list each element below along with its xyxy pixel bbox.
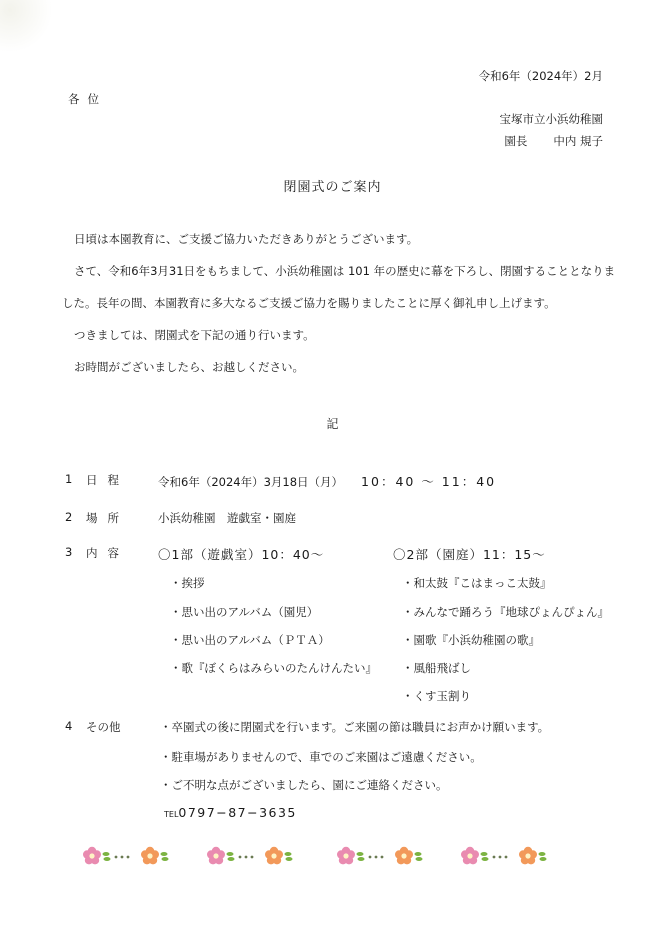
dot-icon — [499, 856, 502, 859]
part-1-item: ・挨拶 — [170, 576, 205, 590]
paper-smudge — [0, 0, 60, 60]
part-1-item: ・歌『ぼくらはみらいのたんけんたい』 — [170, 661, 377, 675]
section-4-number: 4 — [65, 719, 73, 733]
leaf-icon — [358, 857, 365, 861]
issue-date: 令和6年（2024年）2月 — [478, 69, 603, 83]
dot-icon — [375, 856, 378, 859]
leaf-icon — [482, 857, 489, 861]
dot-icon — [245, 856, 248, 859]
section-3-label: 内容 — [86, 546, 129, 560]
section-1-label: 日程 — [86, 473, 129, 487]
flower-icon — [207, 847, 225, 865]
dot-icon — [493, 856, 496, 859]
telephone — [164, 805, 297, 820]
leaf-icon — [415, 852, 422, 856]
leaf-icon — [540, 857, 547, 861]
body-paragraph-1: 日頃は本園教育に、ご支援ご協力いただきありがとうございます。 — [74, 232, 419, 246]
body-paragraph-4: お時間がございましたら、お越しください。 — [74, 360, 304, 374]
flower-icon — [461, 847, 479, 865]
leaf-icon — [416, 857, 423, 861]
part-2-title: 〇2部（園庭）11：15〜 — [393, 547, 546, 562]
principal-title: 園長 — [504, 134, 528, 148]
flower-icon — [265, 847, 283, 865]
event-date: 令和6年（2024年）3月18日（月） — [158, 475, 344, 489]
dot-icon — [251, 856, 254, 859]
part-1-item: ・思い出のアルバム（園児） — [170, 605, 319, 619]
part-1-title: 〇1部（遊戯室）10：40〜 — [158, 547, 325, 562]
part-2-item: ・くす玉割り — [402, 689, 471, 703]
dot-icon — [239, 856, 242, 859]
principal-name: 中内 規子 — [553, 134, 603, 148]
principal-line — [504, 133, 603, 149]
section-3-number: 3 — [65, 545, 73, 559]
tel-label: TEL — [164, 810, 179, 819]
leaf-icon — [161, 852, 168, 856]
part-1-item: ・思い出のアルバム（ＰＴＡ） — [170, 633, 330, 647]
leaf-icon — [481, 852, 488, 856]
section-4-label: その他 — [86, 720, 121, 734]
section-2-number: 2 — [65, 510, 73, 524]
part-2-item: ・園歌『小浜幼稚園の歌』 — [402, 633, 540, 647]
leaf-icon — [104, 857, 111, 861]
event-time: 10：40 〜 11：40 — [361, 474, 497, 489]
leaf-icon — [285, 852, 292, 856]
flower-icon — [519, 847, 537, 865]
leaf-icon — [228, 857, 235, 861]
section-1-number: 1 — [65, 472, 73, 486]
flower-border — [82, 844, 592, 868]
dot-icon — [121, 856, 124, 859]
other-note: ・ご不明な点がございましたら、園にご連絡ください。 — [160, 778, 448, 792]
event-schedule — [158, 472, 496, 490]
part-2-item: ・みんなで踊ろう『地球ぴょんぴょん』 — [402, 605, 609, 619]
section-2-label: 場所 — [86, 511, 129, 525]
flower-icon — [395, 847, 413, 865]
document-title: 閉園式のご案内 — [283, 180, 382, 195]
other-note: ・駐車場がありませんので、車でのご来園はご遠慮ください。 — [160, 750, 482, 764]
event-place: 小浜幼稚園 遊戯室・園庭 — [158, 511, 296, 525]
leaf-icon — [286, 857, 293, 861]
dot-icon — [115, 856, 118, 859]
part-2-item: ・風船飛ばし — [402, 661, 471, 675]
flower-icon — [337, 847, 355, 865]
dot-icon — [127, 856, 130, 859]
ki-heading: 記 — [326, 417, 339, 431]
body-paragraph-2: さて、令和6年3月31日をもちまして、小浜幼稚園は 101 年の歴史に幕を下ろし、閉園することとなりました。長年の間、本園教育に多大なるご支援ご協力を賜りましたことに厚く御礼申し上げます。 — [62, 264, 616, 310]
leaf-icon — [162, 857, 169, 861]
tel-number: 0797−87−3635 — [178, 805, 297, 820]
dot-icon — [369, 856, 372, 859]
body-paragraph-3: つきましては、閉園式を下記の通り行います。 — [74, 328, 315, 342]
dot-icon — [381, 856, 384, 859]
other-note: ・卒園式の後に閉園式を行います。ご来園の節は職員にお声かけ願います。 — [160, 720, 550, 734]
flower-icon — [141, 847, 159, 865]
part-2-item: ・和太鼓『こはまっこ太鼓』 — [402, 576, 552, 590]
recipient: 各位 — [68, 92, 107, 106]
leaf-icon — [357, 852, 364, 856]
leaf-icon — [539, 852, 546, 856]
organization-name: 宝塚市立小浜幼稚園 — [499, 112, 603, 126]
dot-icon — [505, 856, 508, 859]
flower-icon — [83, 847, 101, 865]
leaf-icon — [227, 852, 234, 856]
leaf-icon — [103, 852, 110, 856]
